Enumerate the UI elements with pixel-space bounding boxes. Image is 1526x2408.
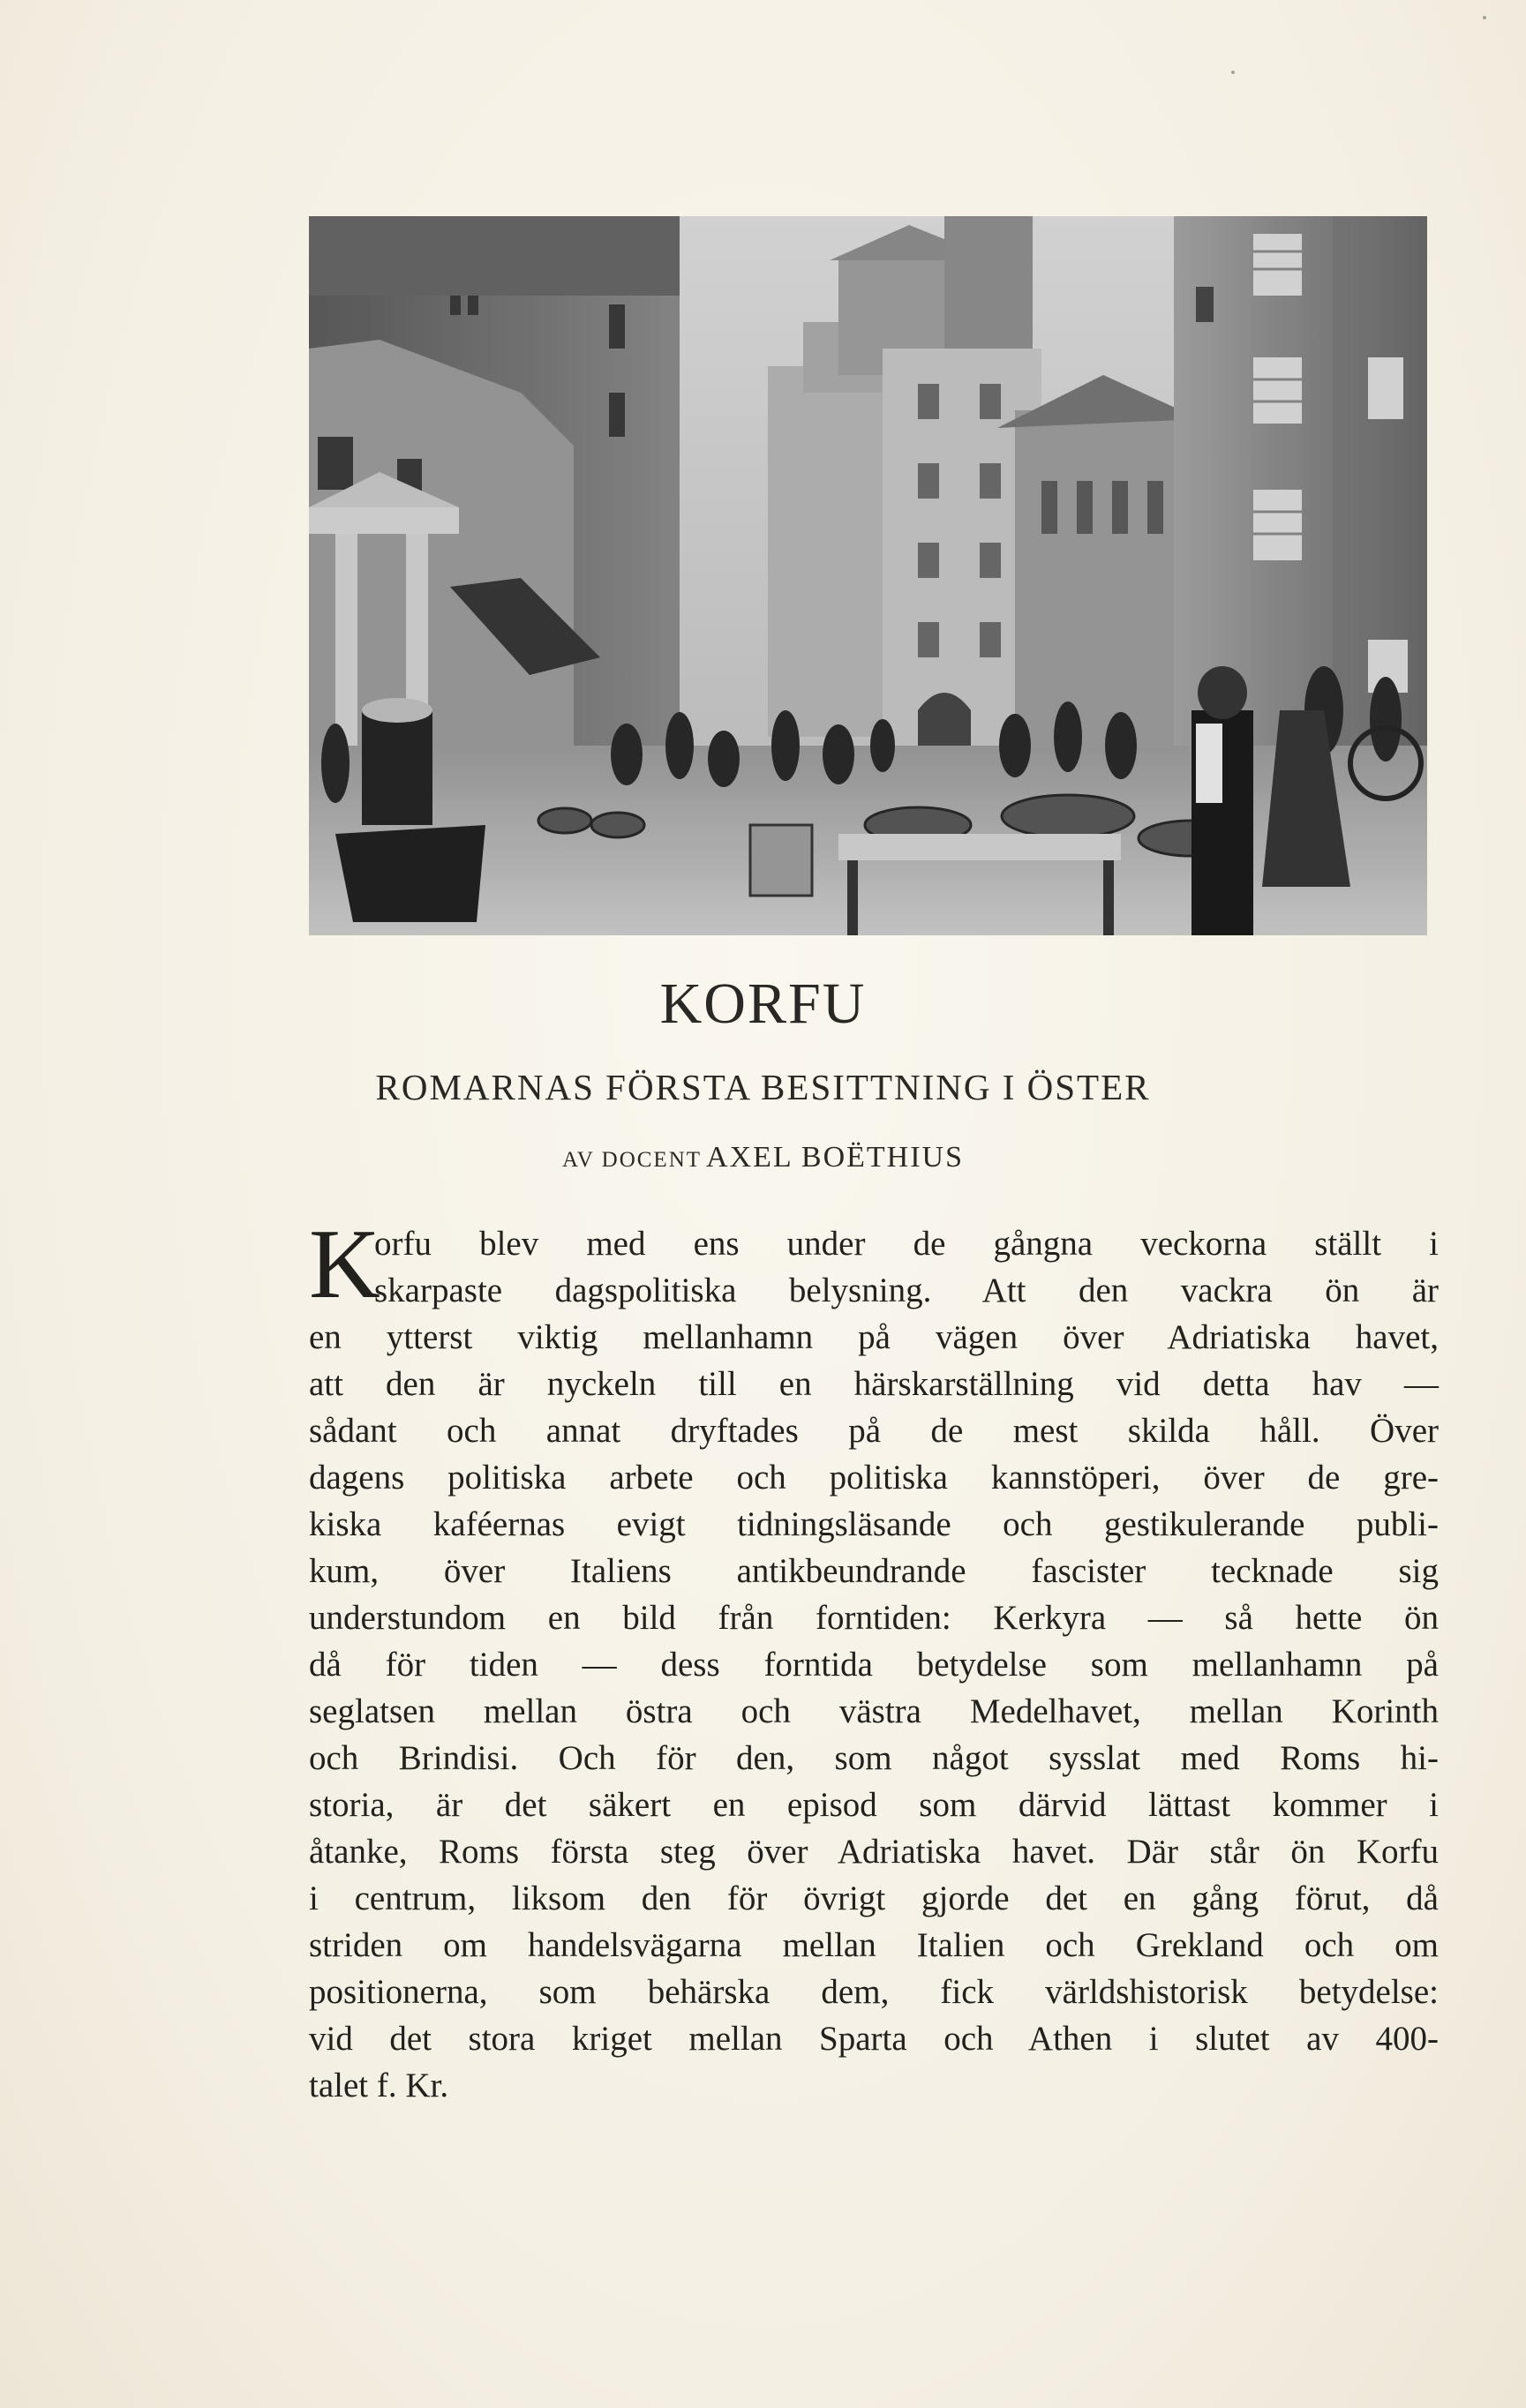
body-line: seglatsen mellan östra och västra Medelhavet, mellan Korinth [309,1692,1439,1730]
body-line: talet f. Kr. [309,2067,449,2104]
body-line: sådant och annat dryftades på de mest skilda håll. Över [309,1412,1439,1450]
body-line: dagens politiska arbete och politiska kannstöperi, över de gre- [309,1459,1439,1497]
drop-cap: K [309,1210,380,1319]
article-body [309,1210,1439,2109]
body-line: att den är nyckeln till en härskarställning vid detta hav — [309,1365,1439,1403]
body-line: kiska kaféernas evigt tidningsläsande och gestikulerande publi- [309,1505,1439,1543]
body-line: understundom en bild från forntiden: Kerkyra — så hette ön [309,1599,1439,1637]
byline [0,1141,1526,1174]
body-line: en ytterst viktig mellanhamn på vägen över Adriatiska havet, [309,1318,1439,1356]
street-market-photo-icon [309,216,1427,935]
body-line: vid det stora kriget mellan Sparta och Athen i slutet av 400- [309,2020,1439,2058]
article-subtitle: ROMARNAS FÖRSTA BESITTNING I ÖSTER [375,1067,1151,1107]
body-line: skarpaste dagspolitiska belysning. Att den vackra ön är [374,1272,1439,1309]
body-line: i centrum, liksom den för övrigt gjorde det en gång förut, då [309,1879,1439,1917]
byline-author: AXEL BOËTHIUS [706,1141,965,1174]
body-line: och Brindisi. Och för den, som något sysslat med Roms hi- [309,1739,1439,1777]
body-line: orfu blev med ens under de gångna veckorna ställt i [374,1225,1439,1263]
byline-prefix: AV DOCENT [561,1148,703,1172]
article-title: KORFU [659,971,867,1036]
body-line: striden om handelsvägarna mellan Italien och Grekland och om [309,1926,1439,1964]
body-line: positionerna, som behärska dem, fick världshistorisk betydelse: [309,1973,1439,2011]
paper-speck [1483,16,1486,19]
body-line: storia, är det säkert en episod som därvid lättast kommer i [309,1786,1439,1824]
body-line: då för tiden — dess forntida betydelse som mellanhamn på [309,1646,1439,1684]
body-line: åtanke, Roms första steg över Adriatiska havet. Där står ön Korfu [309,1833,1439,1871]
paper-speck [1231,71,1235,74]
street-market-photo [309,216,1427,935]
body-line: kum, över Italiens antikbeundrande fascister tecknade sig [309,1552,1439,1590]
